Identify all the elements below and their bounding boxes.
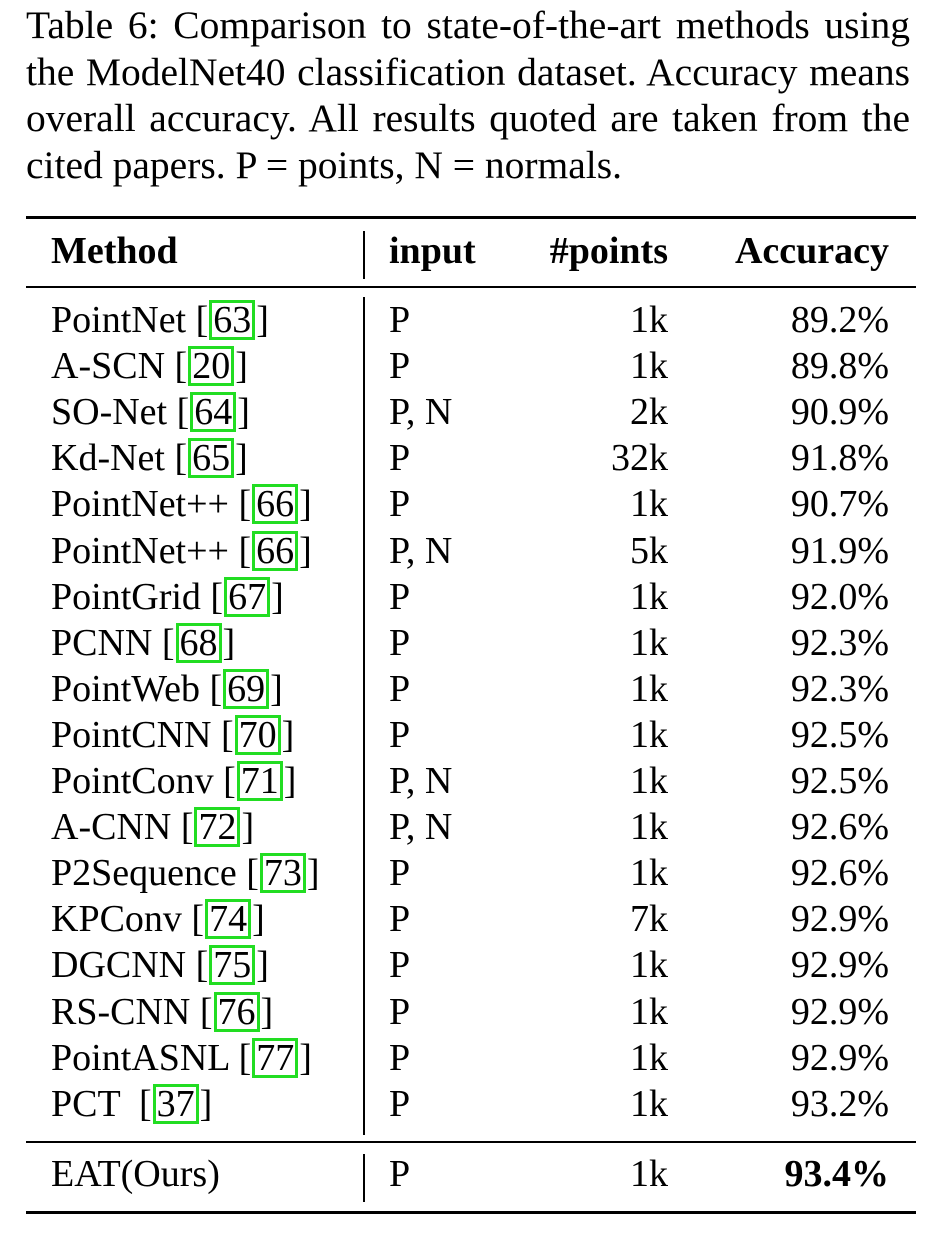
table-row-input: P (389, 437, 411, 480)
citation-link[interactable]: 66 (252, 531, 298, 571)
citation-link[interactable]: 64 (190, 392, 236, 432)
table-row-points: 1k (630, 575, 668, 618)
table-row-points: 1k (630, 713, 668, 756)
table-row-accuracy: 92.0% (790, 575, 889, 618)
citation-link[interactable]: 73 (260, 853, 306, 893)
table-row-input: P, N (389, 806, 453, 849)
citation-link[interactable]: 67 (224, 577, 270, 617)
citation-link[interactable]: 74 (205, 899, 251, 939)
table-row-input: P (389, 713, 411, 756)
header-method: Method (51, 230, 178, 272)
table-row-input: P (389, 852, 411, 895)
method-name: KPConv (51, 898, 182, 941)
table-row-points: 1k (630, 852, 668, 895)
table-row-accuracy: 92.5% (790, 760, 889, 802)
table-row-points: 1k (630, 667, 668, 710)
table-row-method: A-SCN [ 20 ] (51, 345, 248, 388)
header-points: #points (549, 230, 668, 272)
table-row-method: PCT [ 37 ] (51, 1082, 213, 1125)
table-row-accuracy: 90.7% (790, 483, 889, 526)
table-row-points: 1k (630, 806, 668, 849)
table-row-points: 2k (630, 391, 668, 434)
bottom-rule (26, 1211, 916, 1214)
table-row-accuracy: 89.8% (790, 345, 889, 388)
header-input: input (389, 230, 476, 272)
table-row-points: 1k (630, 1082, 668, 1125)
column-separator-body (363, 297, 365, 1135)
method-name: PointASNL (51, 1036, 230, 1079)
citation-link[interactable]: 68 (176, 623, 222, 663)
citation-link[interactable]: 66 (252, 484, 298, 524)
table-caption: Table 6: Comparison to state-of-the-art methods using the ModelNet40 classification dataset. Accuracy means overall accuracy. All results quoted are taken from the cited papers. P = points, N = normals. (26, 3, 910, 187)
citation-link[interactable]: 76 (214, 992, 260, 1032)
table-row-accuracy: 91.8% (790, 437, 889, 480)
method-name: A-SCN (51, 345, 166, 388)
header-rule (26, 286, 916, 288)
table-row-accuracy: 92.9% (790, 990, 889, 1033)
method-name: PointNet (51, 299, 187, 341)
citation-link[interactable]: 65 (188, 438, 234, 478)
citation-link[interactable]: 37 (153, 1084, 199, 1124)
table-row-accuracy: 92.9% (790, 898, 889, 941)
table-row-input: P (389, 990, 411, 1033)
ours-points: 1k (630, 1153, 668, 1195)
table-row-accuracy: 92.6% (790, 852, 889, 895)
method-name: PointCNN (51, 713, 212, 756)
method-name: PointNet++ (51, 529, 229, 572)
table-row-method: PointNet++ [ 66 ] (51, 483, 312, 526)
table-row-points: 7k (630, 898, 668, 941)
table-row-method: PointConv [ 71 ] (51, 760, 297, 802)
table-row-input: P (389, 621, 411, 664)
table-row-points: 1k (630, 944, 668, 987)
method-name: P2Sequence (51, 852, 237, 895)
table-row-method: PointWeb [ 69 ] (51, 667, 283, 710)
table-row-points: 1k (630, 621, 668, 664)
table-row-points: 32k (611, 437, 668, 480)
citation-link[interactable]: 63 (209, 300, 255, 340)
table-row-input: P, N (389, 760, 453, 802)
table-row-method: PointGrid [ 67 ] (51, 575, 284, 618)
table-row-accuracy: 91.9% (790, 529, 889, 572)
table-row-method: PointCNN [ 70 ] (51, 713, 295, 756)
table-row-method: PCNN [ 68 ] (51, 621, 236, 664)
table-row-method: PointASNL [ 77 ] (51, 1036, 312, 1079)
ours-rule (26, 1141, 916, 1143)
table-row-method: A-CNN [ 72 ] (51, 806, 255, 849)
citation-link[interactable]: 69 (223, 669, 269, 709)
table-row-method: RS-CNN [ 76 ] (51, 990, 274, 1033)
table-row-points: 1k (630, 990, 668, 1033)
table-row-method: PointNet++ [ 66 ] (51, 529, 312, 572)
citation-link[interactable]: 70 (235, 715, 281, 755)
table-row-points: 1k (630, 1036, 668, 1079)
method-name: PointWeb (51, 667, 200, 710)
citation-link[interactable]: 72 (194, 807, 240, 847)
table-row-input: P (389, 483, 411, 526)
column-separator-header (363, 231, 365, 279)
method-name: PointNet++ (51, 483, 229, 526)
table-row-accuracy: 90.9% (790, 391, 889, 434)
table-row-method: Kd-Net [ 65 ] (51, 437, 248, 480)
citation-link[interactable]: 20 (188, 346, 234, 386)
table-row-accuracy: 92.3% (790, 667, 889, 710)
table-row-input: P (389, 944, 411, 987)
table-row-points: 1k (630, 345, 668, 388)
method-name: SO-Net (51, 391, 168, 434)
table-row-method: P2Sequence [ 73 ] (51, 852, 320, 895)
table-row-input: P (389, 898, 411, 941)
method-name: RS-CNN (51, 990, 191, 1033)
table-row-points: 1k (630, 483, 668, 526)
table-row-method: PointNet [ 63 ] (51, 299, 269, 341)
table-row-input: P (389, 299, 411, 341)
table-row-points: 5k (630, 529, 668, 572)
table-row-points: 1k (630, 299, 668, 341)
table-row-accuracy: 92.9% (790, 1036, 889, 1079)
table-row-accuracy: 92.9% (790, 944, 889, 987)
ours-input: P (389, 1153, 411, 1195)
method-name: PCNN (51, 621, 153, 664)
table-row-input: P, N (389, 391, 453, 434)
table-row-method: DGCNN [ 75 ] (51, 944, 269, 987)
table-row-input: P (389, 667, 411, 710)
table-row-accuracy: 92.3% (790, 621, 889, 664)
table-row-input: P (389, 1082, 411, 1125)
table-row-input: P (389, 575, 411, 618)
table-row-accuracy: 89.2% (790, 299, 889, 341)
method-name: PCT (51, 1082, 130, 1125)
method-name: Kd-Net (51, 437, 165, 480)
table-row-points: 1k (630, 760, 668, 802)
table-row-accuracy: 92.5% (790, 713, 889, 756)
method-name: A-CNN (51, 806, 172, 849)
method-name: DGCNN (51, 944, 187, 987)
method-name: PointGrid (51, 575, 201, 618)
table-row-input: P (389, 345, 411, 388)
table-row-method: SO-Net [ 64 ] (51, 391, 250, 434)
table-row-accuracy: 93.2% (790, 1082, 889, 1125)
citation-link[interactable]: 77 (252, 1038, 298, 1078)
method-name: PointConv (51, 760, 214, 802)
column-separator-ours (363, 1154, 365, 1202)
ours-method: EAT(Ours) (51, 1153, 220, 1195)
ours-accuracy: 93.4% (784, 1153, 889, 1195)
header-accuracy: Accuracy (734, 230, 889, 272)
table-row-accuracy: 92.6% (790, 806, 889, 849)
table-row-method: KPConv [ 74 ] (51, 898, 265, 941)
table-row-input: P, N (389, 529, 453, 572)
citation-link[interactable]: 71 (237, 761, 283, 801)
citation-link[interactable]: 75 (209, 945, 255, 985)
table-row-input: P (389, 1036, 411, 1079)
top-rule (26, 216, 916, 219)
